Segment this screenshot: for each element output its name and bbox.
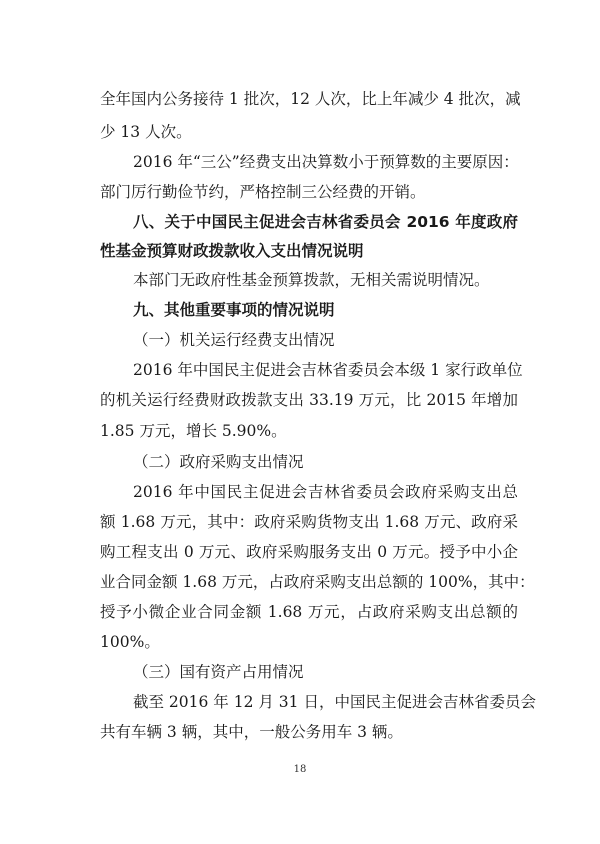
paragraph-line: 本部门无政府性基金预算拨款，无相关需说明情况。 [133, 271, 490, 289]
paragraph-line: 额 1.68 万元，其中：政府采购货物支出 1.68 万元、政府采 [100, 513, 518, 531]
paragraph-line: 全年国内公务接待 1 批次，12 人次，比上年减少 4 批次，减 [100, 90, 521, 108]
paragraph-line: 部门厉行勤俭节约，严格控制三公经费的开销。 [100, 183, 426, 201]
paragraph-line: 业合同金额 1.68 万元，占政府采购支出总额的 100%，其中： [100, 573, 535, 591]
paragraph-line: 授予小微企业合同金额 1.68 万元，占政府采购支出总额的 [100, 603, 518, 621]
paragraph-line: 购工程支出 0 万元、政府采购服务支出 0 万元。授予中小企 [100, 543, 518, 561]
paragraph-line: 2016 年中国民主促进会吉林省委员会政府采购支出总 [133, 483, 518, 501]
paragraph-line: 少 13 人次。 [100, 123, 192, 141]
paragraph-line: 截至 2016 年 12 月 31 日，中国民主促进会吉林省委员会 [133, 693, 536, 711]
paragraph-line: 1.85 万元，增长 5.90%。 [100, 422, 287, 440]
subsection-heading-3: （三）国有资产占用情况 [133, 663, 304, 681]
subsection-heading-2: （二）政府采购支出情况 [133, 453, 304, 471]
paragraph-line: 共有车辆 3 辆，其中，一般公务用车 3 辆。 [100, 723, 403, 741]
section-heading-8: 八、关于中国民主促进会吉林省委员会 2016 年度政府 [133, 213, 518, 231]
paragraph-line: 2016 年“三公”经费支出决算数小于预算数的主要原因： [133, 153, 519, 171]
paragraph-line: 2016 年中国民主促进会吉林省委员会本级 1 家行政单位 [133, 361, 523, 379]
subsection-heading-1: （一）机关运行经费支出情况 [133, 331, 335, 349]
section-heading-9: 九、其他重要事项的情况说明 [133, 301, 335, 319]
section-heading-8-cont: 性基金预算财政拨款收入支出情况说明 [100, 242, 364, 260]
page-number: 18 [293, 764, 307, 775]
paragraph-line: 100%。 [100, 633, 160, 651]
paragraph-line: 的机关运行经费财政拨款支出 33.19 万元，比 2015 年增加 [100, 391, 518, 409]
